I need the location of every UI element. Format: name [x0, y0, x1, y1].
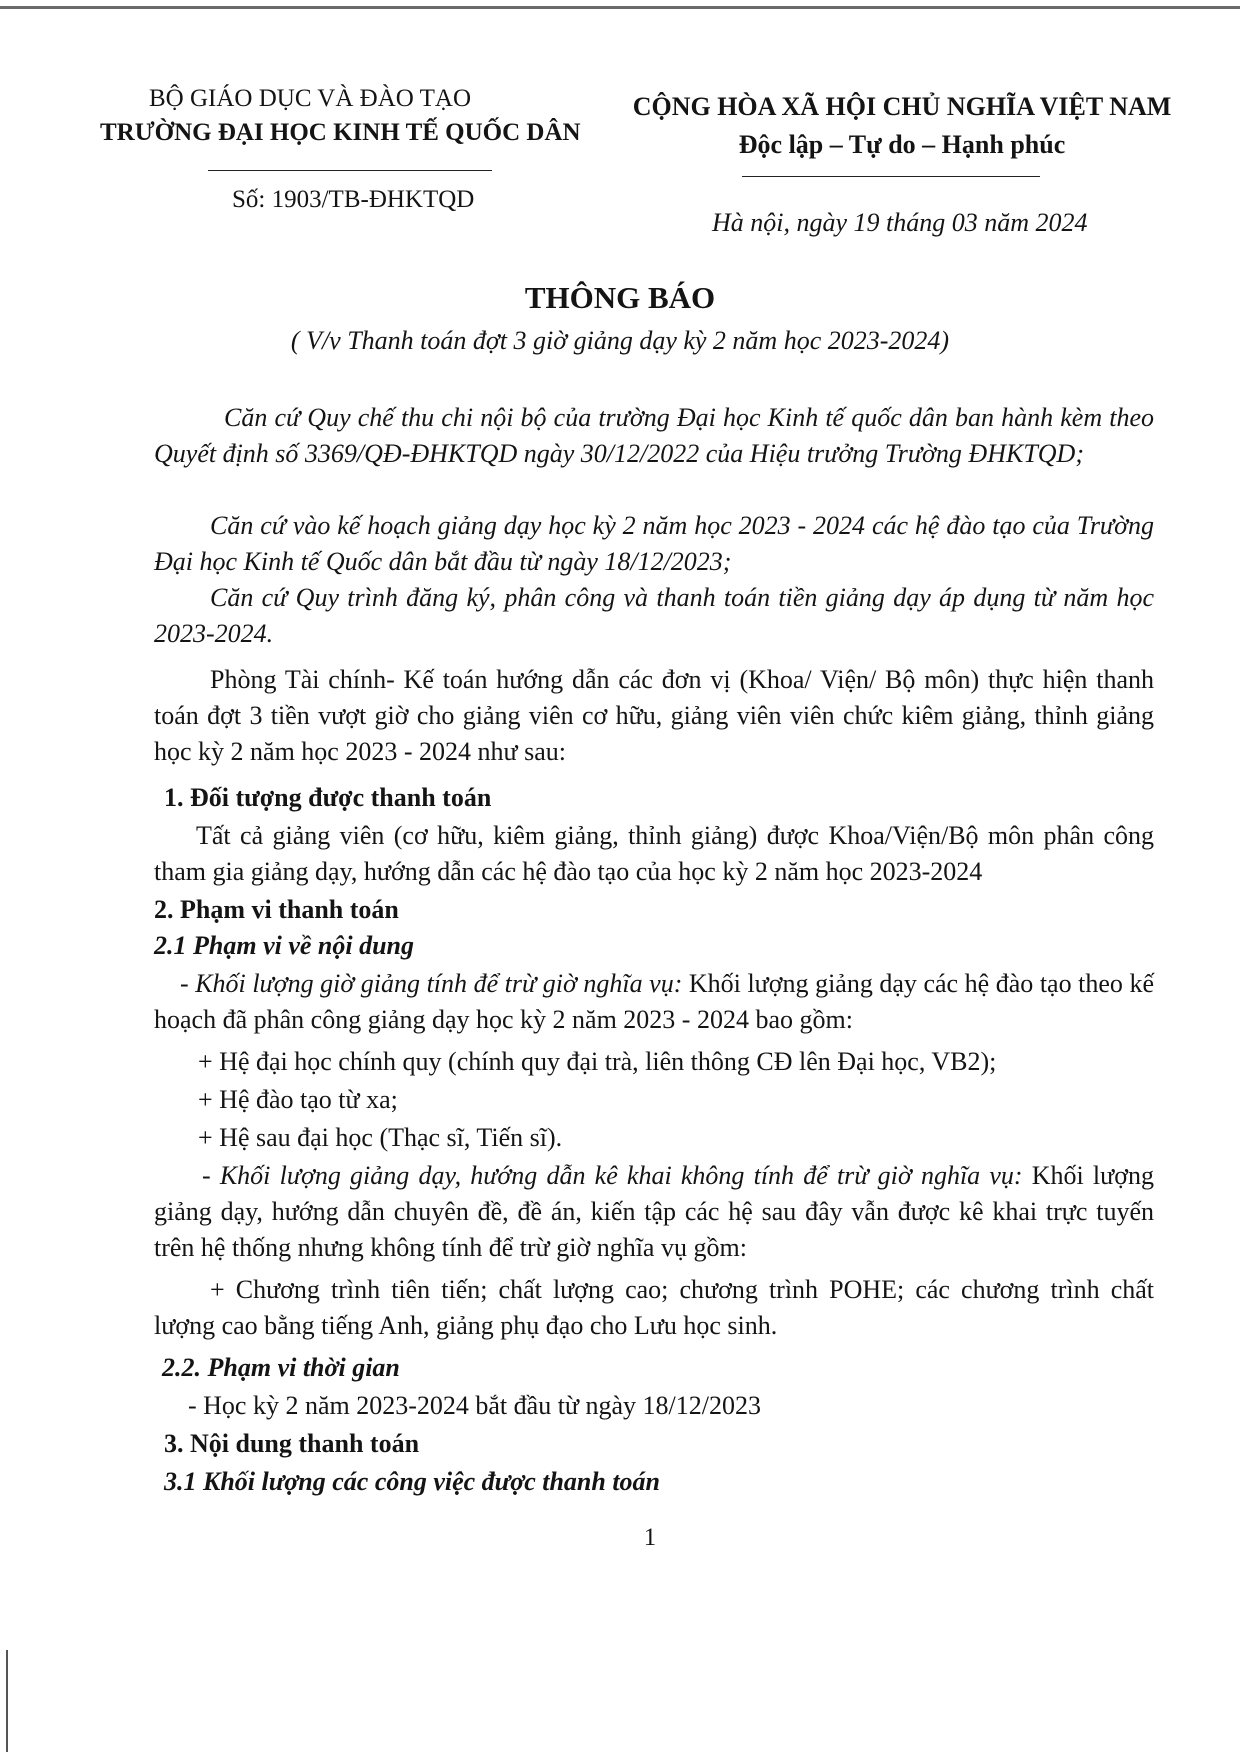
scope-sub-1: + Hệ đại học chính quy (chính quy đại trà, liên thông CĐ lên Đại học, VB2);: [198, 1047, 997, 1076]
section-1-text: Tất cả giảng viên (cơ hữu, kiêm giảng, thỉnh giảng) được Khoa/Viện/Bộ môn phân công tham gia giảng dạy, hướng dẫn các hệ đào tạo của học kỳ 2 năm học 2023-2024: [154, 821, 1154, 886]
national-motto: Độc lập – Tự do – Hạnh phúc: [738, 130, 1066, 159]
document-subtitle: ( V/v Thanh toán đợt 3 giờ giảng dạy kỳ 2 năm học 2023-2024): [290, 326, 950, 355]
scope-item-2-lead: - Khối lượng giảng dạy, hướng dẫn kê khai không tính để trừ giờ nghĩa vụ:: [202, 1161, 1023, 1190]
scan-edge-left: [6, 1650, 8, 1752]
section-2-1-heading: 2.1 Phạm vi về nội dung: [154, 931, 415, 960]
section-3-heading: 3. Nội dung thanh toán: [164, 1429, 420, 1458]
scope-item-2-text: Khối lượng giảng dạy, hướng dẫn chuyên đề, đề án, kiến tập các hệ sau đây vẫn được kê khai trực tuyến trên hệ thống nhưng không tính để trừ giờ nghĩa vụ gồm:: [154, 1161, 1154, 1262]
section-2-2-text: - Học kỳ 2 năm 2023-2024 bắt đầu từ ngày 18/12/2023: [188, 1391, 762, 1420]
intro-paragraph: Phòng Tài chính- Kế toán hướng dẫn các đơn vị (Khoa/ Viện/ Bộ môn) thực hiện thanh toán đợt 3 tiền vượt giờ cho giảng viên cơ hữu, giảng viên viên chức kiêm giảng, thỉnh giảng học kỳ 2 năm học 2023 - 2024 như sau:: [154, 665, 1154, 766]
republic-name: CỘNG HÒA XÃ HỘI CHỦ NGHĨA VIỆT NAM: [632, 92, 1172, 121]
basis-paragraph-1: Căn cứ Quy chế thu chi nội bộ của trường Đại học Kinh tế quốc dân ban hành kèm theo Quyết định số 3369/QĐ-ĐHKTQD ngày 30/12/2022 của Hiệu trưởng Trường ĐHKTQD;: [154, 403, 1154, 468]
header-left-underline: [208, 170, 492, 171]
document-number: Số: 1903/TB-ĐHKTQD: [232, 186, 475, 213]
section-1-heading: 1. Đối tượng được thanh toán: [164, 783, 492, 812]
basis-paragraph-2: Căn cứ vào kế hoạch giảng dạy học kỳ 2 năm học 2023 - 2024 các hệ đào tạo của Trường Đại học Kinh tế Quốc dân bắt đầu từ ngày 18/12/2023;: [154, 511, 1154, 576]
section-2-heading: 2. Phạm vi thanh toán: [154, 895, 399, 924]
header-left: [100, 82, 581, 150]
scope-sub-4: + Chương trình tiên tiến; chất lượng cao; chương trình POHE; các chương trình chất lượng cao bằng tiếng Anh, giảng phụ đạo cho Lưu học sinh.: [154, 1275, 1154, 1340]
scope-sub-2: + Hệ đào tạo từ xa;: [198, 1085, 398, 1114]
section-2-2-heading: 2.2. Phạm vi thời gian: [162, 1353, 400, 1382]
ministry-name: BỘ GIÁO DỤC VÀ ĐÀO TẠO: [149, 85, 471, 112]
section-3-1-heading: 3.1 Khối lượng các công việc được thanh toán: [164, 1467, 661, 1496]
page-number: 1: [643, 1524, 657, 1551]
issue-date: Hà nội, ngày 19 tháng 03 năm 2024: [712, 208, 1088, 237]
document-title: THÔNG BÁO: [524, 280, 716, 315]
scope-item-1-text: Khối lượng giảng dạy các hệ đào tạo theo kế hoạch đã phân công giảng dạy học kỳ 2 năm 2023 - 2024 bao gồm:: [154, 969, 1154, 1034]
scope-item-1: [154, 966, 1154, 1038]
university-name: TRƯỜNG ĐẠI HỌC KINH TẾ QUỐC DÂN: [100, 119, 581, 146]
header-right: [632, 88, 1172, 164]
scope-item-2: [154, 1158, 1154, 1266]
scan-edge-top: [0, 6, 1240, 9]
scope-sub-3: + Hệ sau đại học (Thạc sĩ, Tiến sĩ).: [198, 1123, 563, 1152]
header-right-underline: [742, 176, 1040, 177]
basis-paragraph-3: Căn cứ Quy trình đăng ký, phân công và thanh toán tiền giảng dạy áp dụng từ năm học 2023-2024.: [154, 583, 1154, 648]
scope-item-1-lead: - Khối lượng giờ giảng tính để trừ giờ nghĩa vụ:: [180, 969, 683, 998]
